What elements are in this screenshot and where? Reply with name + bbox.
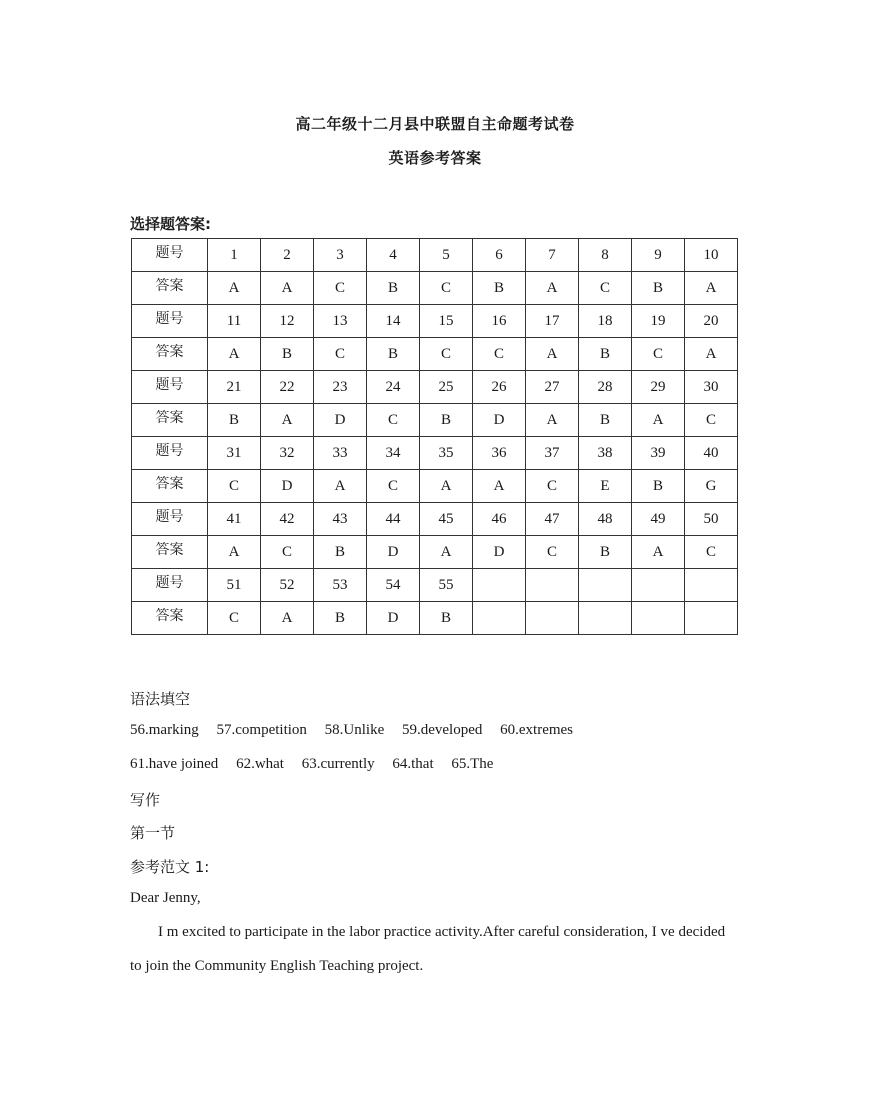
answer-cell: D — [367, 536, 420, 569]
answer-cell: D — [314, 404, 367, 437]
row-label: 题号 — [132, 569, 208, 602]
answer-cell: A — [526, 404, 579, 437]
answer-row — [132, 272, 738, 305]
question-number-cell: 29 — [632, 371, 685, 404]
answer-cell: C — [314, 338, 367, 371]
question-number-cell: 9 — [632, 239, 685, 272]
answer-cell: A — [420, 536, 473, 569]
answer-cell: A — [208, 536, 261, 569]
question-number-cell: 54 — [367, 569, 420, 602]
question-number-cell: 33 — [314, 437, 367, 470]
answer-cell — [473, 602, 526, 635]
answer-cell: G — [685, 470, 738, 503]
answer-cell: B — [579, 404, 632, 437]
row-label: 答案 — [132, 404, 208, 437]
row-label: 答案 — [132, 470, 208, 503]
question-number-row — [132, 437, 738, 470]
answer-row — [132, 338, 738, 371]
question-number-cell: 52 — [261, 569, 314, 602]
answer-row — [132, 536, 738, 569]
question-number-cell: 28 — [579, 371, 632, 404]
writing-section-heading: 写作 — [130, 791, 161, 809]
question-number-cell: 13 — [314, 305, 367, 338]
grammar-answer: 57.competition — [216, 722, 307, 738]
choice-section-heading: 选择题答案: — [130, 215, 211, 233]
question-number-cell: 19 — [632, 305, 685, 338]
answer-cell: C — [420, 272, 473, 305]
letter-paragraph-line-1: I m excited to participate in the labor practice activity.After careful consideration, I ve decided — [158, 924, 726, 940]
grammar-answer: 56.marking — [130, 722, 199, 738]
document-title: 高二年级十二月县中联盟自主命题考试卷 — [295, 115, 575, 133]
letter-paragraph-line-2: to join the Community English Teaching project. — [130, 958, 424, 974]
question-number-cell: 26 — [473, 371, 526, 404]
question-number-cell: 6 — [473, 239, 526, 272]
question-number-cell: 35 — [420, 437, 473, 470]
answer-cell: A — [208, 338, 261, 371]
question-number-row — [132, 371, 738, 404]
answer-cell: C — [367, 404, 420, 437]
sample-essay-heading: 参考范文 1: — [130, 858, 210, 876]
question-number-cell: 1 — [208, 239, 261, 272]
question-number-cell — [685, 569, 738, 602]
grammar-answer: 64.that — [392, 756, 434, 772]
answer-cell — [685, 602, 738, 635]
answer-cell: A — [526, 272, 579, 305]
grammar-answer: 60.extremes — [500, 722, 574, 738]
question-number-cell: 15 — [420, 305, 473, 338]
row-label: 答案 — [132, 338, 208, 371]
answer-cell — [579, 602, 632, 635]
answer-cell: A — [685, 272, 738, 305]
answer-cell: C — [579, 272, 632, 305]
row-label: 答案 — [132, 536, 208, 569]
answer-cell: B — [473, 272, 526, 305]
answer-cell: B — [632, 272, 685, 305]
question-number-cell: 38 — [579, 437, 632, 470]
question-number-cell: 12 — [261, 305, 314, 338]
grammar-answer: 58.Unlike — [324, 722, 385, 738]
answer-table — [131, 238, 738, 635]
answer-cell: B — [208, 404, 261, 437]
answer-cell: C — [685, 404, 738, 437]
question-number-cell: 55 — [420, 569, 473, 602]
answer-cell: A — [632, 404, 685, 437]
answer-cell: B — [420, 404, 473, 437]
answer-cell: A — [261, 602, 314, 635]
question-number-cell: 4 — [367, 239, 420, 272]
question-number-cell — [473, 569, 526, 602]
answer-row — [132, 602, 738, 635]
question-number-cell: 51 — [208, 569, 261, 602]
row-label: 答案 — [132, 602, 208, 635]
question-number-cell: 48 — [579, 503, 632, 536]
answer-cell: A — [420, 470, 473, 503]
question-number-cell: 53 — [314, 569, 367, 602]
question-number-cell: 41 — [208, 503, 261, 536]
answer-cell: B — [367, 272, 420, 305]
question-number-cell: 34 — [367, 437, 420, 470]
answer-cell: A — [685, 338, 738, 371]
question-number-cell: 2 — [261, 239, 314, 272]
question-number-cell: 39 — [632, 437, 685, 470]
question-number-cell: 23 — [314, 371, 367, 404]
question-number-cell: 7 — [526, 239, 579, 272]
question-number-cell: 8 — [579, 239, 632, 272]
answer-cell: A — [314, 470, 367, 503]
answer-cell: D — [261, 470, 314, 503]
grammar-answers-line-1 — [130, 722, 587, 739]
answer-cell: D — [473, 536, 526, 569]
question-number-cell: 49 — [632, 503, 685, 536]
answer-cell: C — [685, 536, 738, 569]
row-label: 题号 — [132, 371, 208, 404]
row-label: 题号 — [132, 239, 208, 272]
question-number-cell: 24 — [367, 371, 420, 404]
answer-cell: A — [261, 404, 314, 437]
answer-cell: C — [261, 536, 314, 569]
answer-cell: B — [314, 602, 367, 635]
question-number-cell: 3 — [314, 239, 367, 272]
question-number-cell: 32 — [261, 437, 314, 470]
answer-cell: B — [632, 470, 685, 503]
question-number-cell: 30 — [685, 371, 738, 404]
grammar-section-heading: 语法填空 — [130, 690, 191, 708]
row-label: 答案 — [132, 272, 208, 305]
answer-cell: B — [261, 338, 314, 371]
answer-row — [132, 404, 738, 437]
letter-salutation: Dear Jenny, — [130, 890, 201, 906]
grammar-answer: 62.what — [236, 756, 284, 772]
answer-cell — [632, 602, 685, 635]
answer-cell: A — [208, 272, 261, 305]
question-number-row — [132, 503, 738, 536]
answer-table-body — [132, 239, 738, 635]
answer-cell: C — [367, 470, 420, 503]
answer-cell: B — [367, 338, 420, 371]
question-number-cell: 10 — [685, 239, 738, 272]
grammar-answers-line-2 — [130, 756, 507, 773]
document-subtitle: 英语参考答案 — [388, 149, 482, 167]
answer-row — [132, 470, 738, 503]
question-number-cell: 22 — [261, 371, 314, 404]
answer-cell: C — [526, 470, 579, 503]
question-number-cell: 47 — [526, 503, 579, 536]
question-number-row — [132, 239, 738, 272]
grammar-answer: 61.have joined — [130, 756, 219, 772]
answer-cell: E — [579, 470, 632, 503]
question-number-cell: 31 — [208, 437, 261, 470]
question-number-cell: 44 — [367, 503, 420, 536]
answer-cell: B — [314, 536, 367, 569]
answer-cell: C — [208, 602, 261, 635]
question-number-cell — [632, 569, 685, 602]
question-number-cell: 20 — [685, 305, 738, 338]
answer-cell: C — [526, 536, 579, 569]
answer-cell: C — [314, 272, 367, 305]
question-number-cell: 50 — [685, 503, 738, 536]
question-number-cell: 14 — [367, 305, 420, 338]
answer-cell: A — [261, 272, 314, 305]
question-number-cell: 16 — [473, 305, 526, 338]
answer-cell: C — [473, 338, 526, 371]
row-label: 题号 — [132, 437, 208, 470]
answer-cell: D — [473, 404, 526, 437]
writing-part-heading: 第一节 — [130, 824, 176, 842]
answer-cell: B — [420, 602, 473, 635]
question-number-cell — [579, 569, 632, 602]
question-number-row — [132, 305, 738, 338]
question-number-cell: 42 — [261, 503, 314, 536]
grammar-answer: 63.currently — [301, 756, 375, 772]
answer-cell: A — [632, 536, 685, 569]
question-number-cell: 43 — [314, 503, 367, 536]
answer-cell — [526, 602, 579, 635]
grammar-answer: 59.developed — [401, 722, 483, 738]
question-number-cell: 5 — [420, 239, 473, 272]
question-number-cell: 40 — [685, 437, 738, 470]
question-number-cell: 37 — [526, 437, 579, 470]
answer-cell: C — [420, 338, 473, 371]
question-number-cell: 45 — [420, 503, 473, 536]
answer-cell: B — [579, 536, 632, 569]
question-number-cell: 36 — [473, 437, 526, 470]
row-label: 题号 — [132, 503, 208, 536]
question-number-cell: 17 — [526, 305, 579, 338]
grammar-answer: 65.The — [451, 756, 494, 772]
answer-cell: A — [473, 470, 526, 503]
answer-cell: A — [526, 338, 579, 371]
answer-cell: B — [579, 338, 632, 371]
answer-cell: D — [367, 602, 420, 635]
question-number-cell: 11 — [208, 305, 261, 338]
answer-cell: C — [208, 470, 261, 503]
question-number-cell: 21 — [208, 371, 261, 404]
row-label: 题号 — [132, 305, 208, 338]
question-number-row — [132, 569, 738, 602]
question-number-cell: 25 — [420, 371, 473, 404]
answer-cell: C — [632, 338, 685, 371]
question-number-cell: 18 — [579, 305, 632, 338]
question-number-cell: 46 — [473, 503, 526, 536]
question-number-cell: 27 — [526, 371, 579, 404]
question-number-cell — [526, 569, 579, 602]
